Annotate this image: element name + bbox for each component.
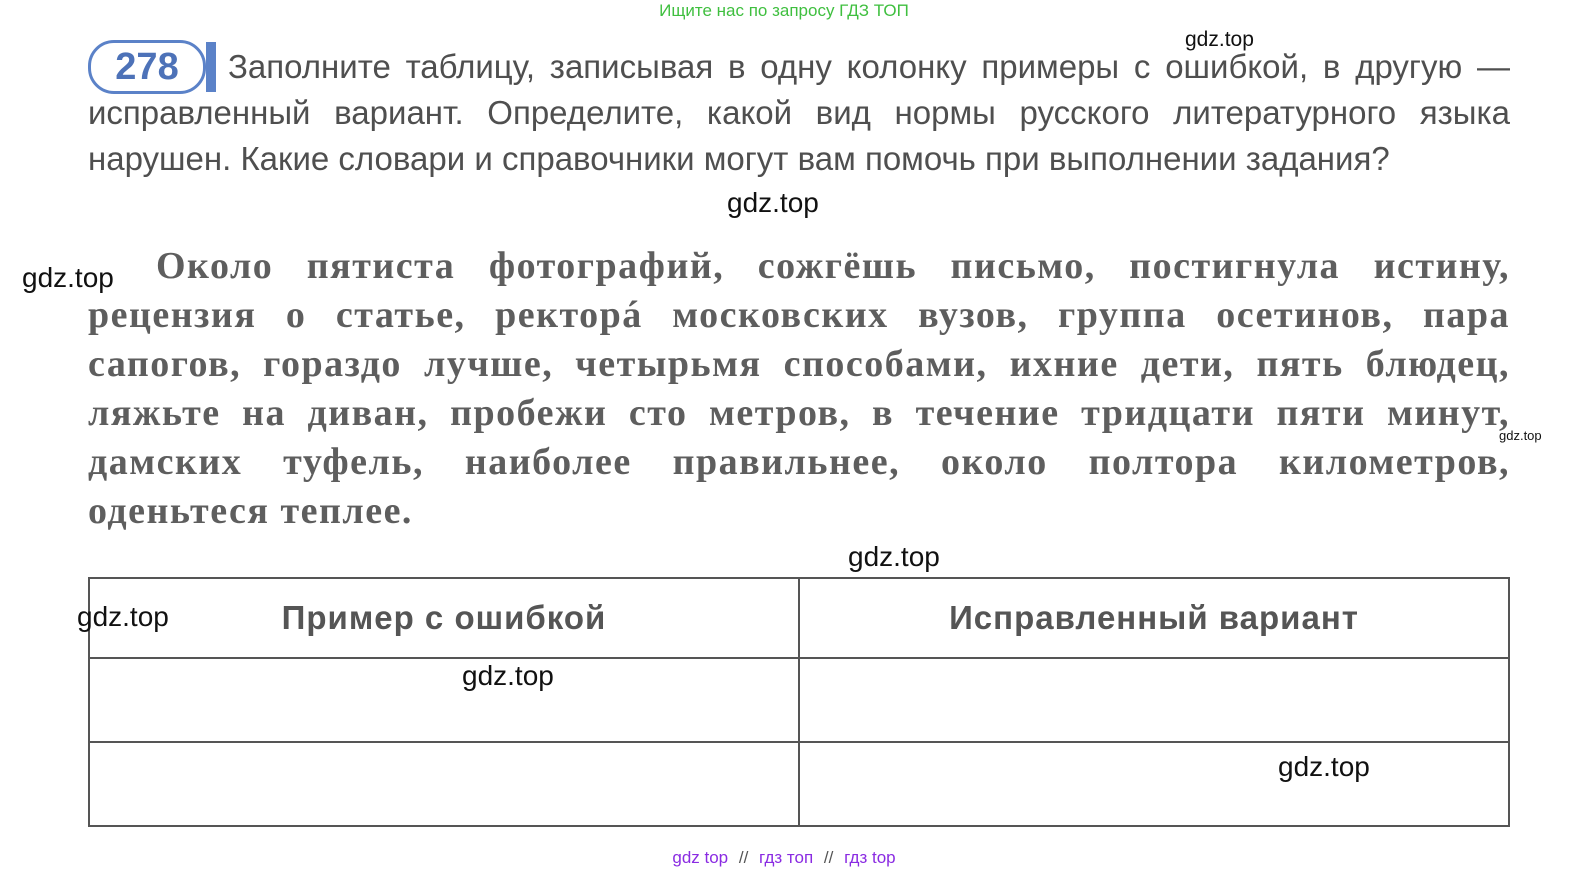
footer-separator: // bbox=[738, 848, 749, 867]
examples-text: Около пятиста фотографий, сожгёшь письмо, постигнула истину, рецензия о статье, ректорá московских вузов, группа осетинов, пара сапогов, гораздо лучше, четырьмя способами, ихние дети, пять блюдец, ляжьте на диван, пробежи сто метров, в течение тридцати пяти минут, дамских туфель, наиболее правильнее, около полтора километров, оденьтеся теплее. bbox=[88, 245, 1510, 532]
watermark: gdz.top bbox=[462, 660, 554, 691]
watermark: gdz.top bbox=[77, 601, 169, 632]
examples-paragraph bbox=[88, 242, 1510, 536]
task-instructions: Заполните таблицу, записывая в одну колонку примеры с ошибкой, в другую — исправленный вариант. Определите, какой вид нормы русского литературного языка нарушен. Какие словари и справочники могут вам помочь при выполнении задания? bbox=[88, 48, 1510, 177]
footer-link[interactable]: gdz top bbox=[672, 848, 729, 867]
footer-link[interactable]: гдз top bbox=[844, 848, 896, 867]
footer-links bbox=[0, 848, 1568, 868]
footer-separator: // bbox=[823, 848, 834, 867]
watermark: gdz.top bbox=[1278, 751, 1370, 782]
task-text bbox=[88, 44, 1510, 182]
header-corrected-variant: Исправленный вариант bbox=[799, 578, 1509, 658]
table-cell bbox=[89, 658, 799, 742]
exercise-number: 278 bbox=[115, 46, 179, 88]
footer-link[interactable]: гдз топ bbox=[759, 848, 814, 867]
watermark: gdz.top bbox=[1499, 428, 1542, 443]
watermark: gdz.top bbox=[1185, 28, 1254, 51]
top-banner: Ищите нас по запросу ГДЗ ТОП bbox=[659, 1, 909, 20]
table-header-row bbox=[89, 578, 1509, 658]
watermark: gdz.top bbox=[848, 541, 940, 572]
table-cell bbox=[89, 742, 799, 826]
table-cell bbox=[799, 658, 1509, 742]
answer-table bbox=[88, 577, 1510, 827]
watermark: gdz.top bbox=[22, 262, 114, 293]
header-error-example: Пример с ошибкой bbox=[89, 578, 799, 658]
table-cell bbox=[799, 742, 1509, 826]
watermark: gdz.top bbox=[727, 187, 819, 218]
table-row bbox=[89, 658, 1509, 742]
